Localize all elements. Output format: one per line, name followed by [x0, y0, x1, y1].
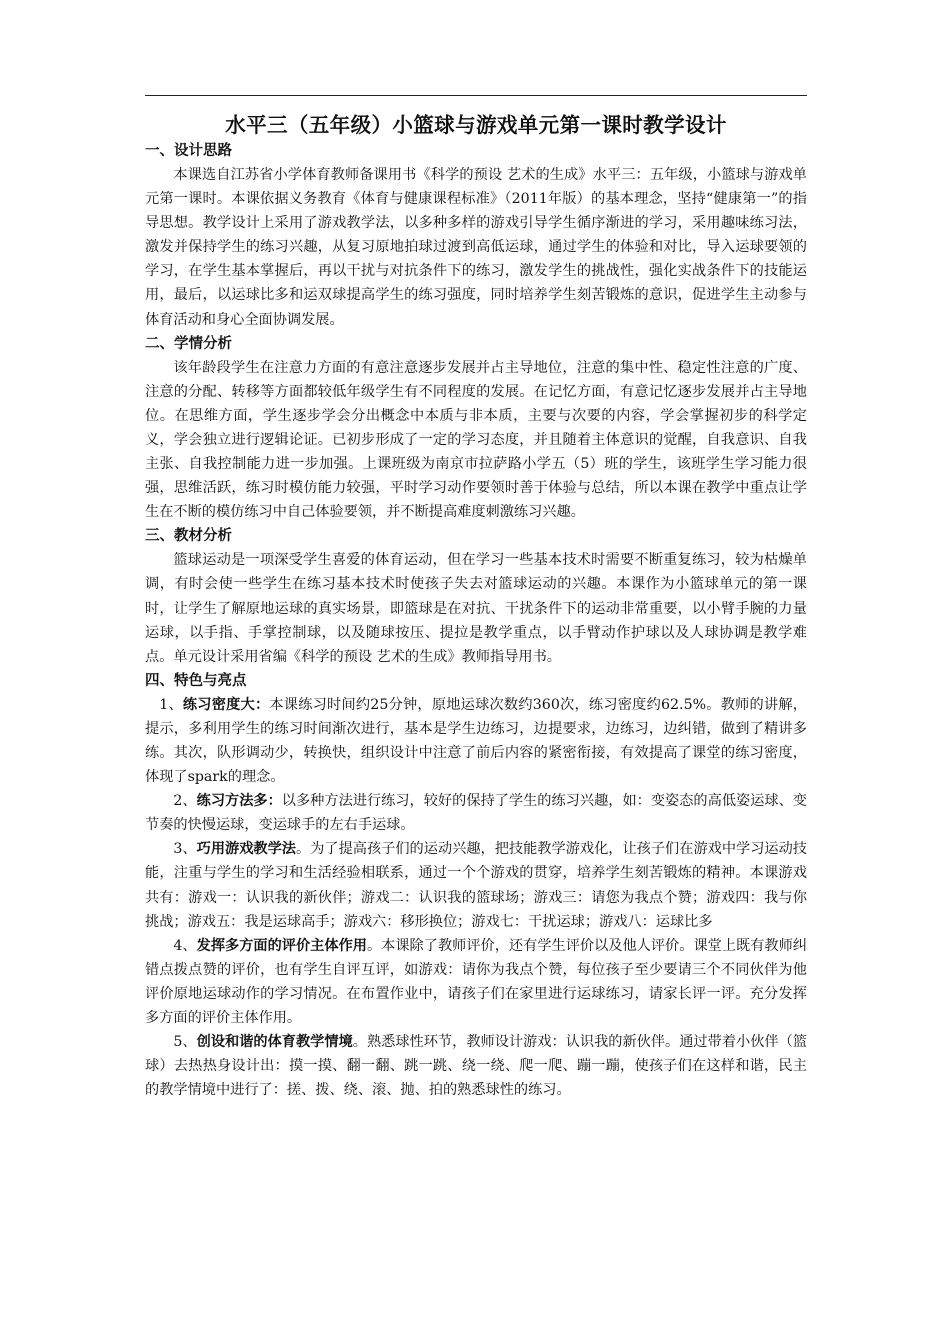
- item-number: 5、: [173, 1034, 197, 1051]
- item-text: 本课练习时间约25分钟，原地运球次数约360次，练习密度约62.5%。教师的讲解，提示，多利用学生的练习时间渐次进行，基本是学生边练习，边提要求，边练习，边纠错，做到了精讲多练。其次，队形调动少，转换快，组织设计中注意了前后内容的紧密衔接，有效提高了课堂的练习密度，体现了spark的理念。: [145, 696, 807, 786]
- item-text: 。熟悉球性环节，教师设计游戏：认识我的新伙伴。通过带着小伙伴（篮球）去热热身设计出：摸一摸、翻一翻、跳一跳、绕一绕、爬一爬、蹦一蹦，使孩子们在这样和谐，民主的教学情境中进行了：搓、拨、绕、滚、抛、拍的熟悉球性的练习。: [145, 1034, 807, 1099]
- section-features: [145, 669, 807, 1103]
- feature-item: [145, 837, 807, 933]
- item-lead: 练习方法多：: [196, 793, 282, 810]
- section-heading: 三、教材分析: [145, 528, 232, 545]
- item-text: 以多种方法进行练习，较好的保持了学生的练习兴趣，如：变姿态的高低姿运球、变节奏的快慢运球，变运球手的左右手运球。: [145, 793, 807, 834]
- feature-item: [145, 934, 807, 1030]
- paragraph: 篮球运动是一项深受学生喜爱的体育运动，但在学习一些基本技术时需要不断重复练习，较为枯燥单调，有时会使一些学生在练习基本技术时使孩子失去对篮球运动的兴趣。本课作为小篮球单元的第一课时，让学生了解原地运球的真实场景，即篮球是在对抗、干扰条件下的运动非常重要，以小臂手腕的力量运球，以手指、手掌控制球，以及随球按压、提拉是教学重点，以手臂动作护球以及人球协调是教学难点。单元设计采用省编《科学的预设 艺术的生成》教师指导用书。: [145, 552, 807, 665]
- item-number: 2、: [173, 793, 197, 810]
- document-title: 水平三（五年级）小篮球与游戏单元第一课时教学设计: [225, 113, 727, 137]
- item-text: 。本课除了教师评价，还有学生评价以及他人评价。课堂上既有教师纠错点拨点赞的评价，也有学生自评互评，如游戏：请你为我点个赞，每位孩子至少要请三个不同伙伴为他评价原地运球动作的学习情况。在布置作业中，请孩子们在家里进行运球练习，请家长评一评。充分发挥多方面的评价主体作用。: [145, 937, 807, 1026]
- feature-item: [145, 789, 807, 837]
- section-student-analysis: [145, 332, 807, 525]
- feature-item: [145, 1030, 807, 1102]
- feature-item: [145, 693, 807, 789]
- section-material-analysis: [145, 524, 807, 668]
- item-text: 。为了提高孩子们的运动兴趣，把技能教学游戏化，让孩子们在游戏中学习运动技能，注重与学生的学习和生活经验相联系，通过一个个游戏的贯穿，培养学生刻苦锻炼的精神。本课游戏共有：游戏一：认识我的新伙伴；游戏二：认识我的篮球场；游戏三：请您为我点个赞；游戏四：我与你挑战；游戏五：我是运球高手；游戏六：移形换位；游戏七：干扰运球；游戏八：运球比多: [145, 841, 807, 930]
- paragraph: 本课选自江苏省小学体育教师备课用书《科学的预设 艺术的生成》水平三：五年级，小篮球与游戏单元第一课时。本课依据义务教育《体育与健康课程标准》（2011年版）的基本理念，坚持“健康第一”的指导思想。教学设计上采用了游戏教学法，以多种多样的游戏引导学生循序渐进的学习，采用趣味练习法，激发并保持学生的练习兴趣，从复习原地拍球过渡到高低运球，通过学生的体验和对比，导入运球要领的学习，在学生基本掌握后，再以干扰与对抗条件下的练习，激发学生的挑战性，强化实战条件下的技能运用，最后，以运球比多和运双球提高学生的练习强度，同时培养学生刻苦锻炼的意识，促进学生主动参与体育活动和身心全面协调发展。: [145, 167, 807, 328]
- item-number: 1、: [159, 696, 183, 713]
- item-lead: 发挥多方面的评价主体作用: [196, 937, 367, 954]
- paragraph: 该年龄段学生在注意力方面的有意注意逐步发展并占主导地位，注意的集中性、稳定性注意的广度、注意的分配、转移等方面都较低年级学生有不同程度的发展。在记忆方面，有意记忆逐步发展并占主导地位。在思维方面，学生逐步学会分出概念中本质与非本质，主要与次要的内容，学会掌握初步的科学定义，学会独立进行逻辑论证。已初步形成了一定的学习态度，并且随着主体意识的觉醒，自我意识、自我主张、自我控制能力进一步加强。上课班级为南京市拉萨路小学五（5）班的学生，该班学生学习能力很强，思维活跃，练习时模仿能力较强，平时学习动作要领时善于体验与总结，所以本课在教学中重点让学生在不断的模仿练习中自己体验要领，并不断提高难度刺激练习兴趣。: [145, 359, 807, 521]
- section-heading: 二、学情分析: [145, 335, 232, 352]
- item-lead: 创设和谐的体育教学情境: [196, 1034, 353, 1051]
- document-body: [145, 139, 807, 1102]
- header-rule: [145, 95, 807, 96]
- item-number: 3、: [173, 841, 197, 858]
- item-lead: 巧用游戏教学法: [196, 841, 296, 858]
- item-number: 4、: [173, 937, 197, 954]
- section-heading: 四、特色与亮点: [145, 672, 247, 689]
- item-lead: 练习密度大：: [182, 696, 270, 713]
- section-heading: 一、设计思路: [145, 143, 232, 159]
- section-design-idea: [145, 139, 807, 332]
